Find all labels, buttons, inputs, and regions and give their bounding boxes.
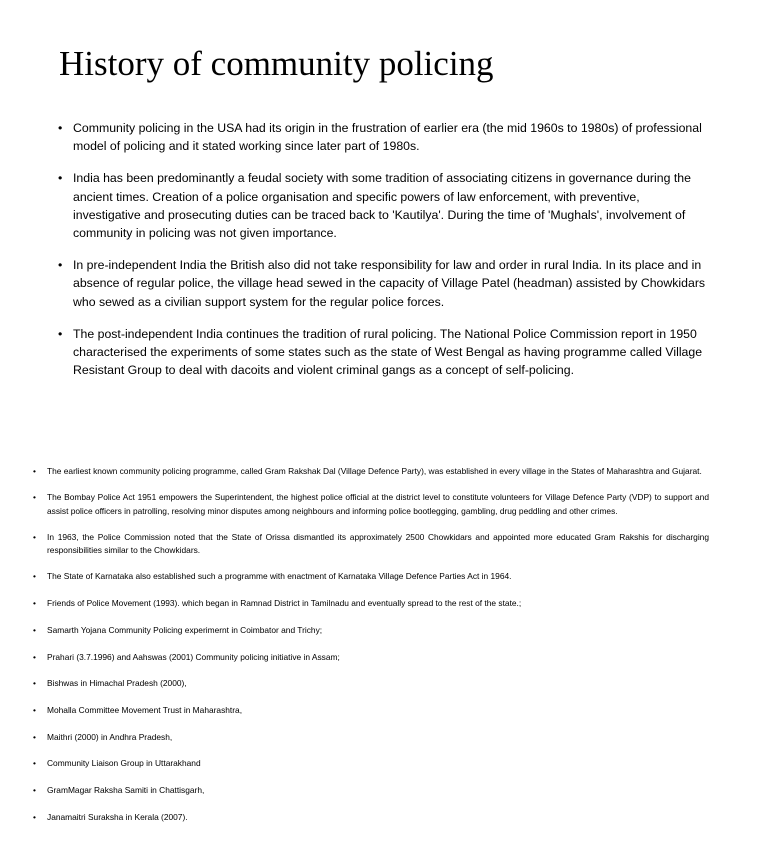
list-item-text: The earliest known community policing programme, called Gram Rakshak Dal (Village Defence Party), was established in every village in the States of Maharashtra and Gujarat. (47, 466, 702, 476)
list-item-text: The post-independent India continues the tradition of rural policing. The National Police Commission report in 1950 characterised the experiments of some states such as the state of West Bengal as having programme called Village Resistant Group to deal with dacoits and violent criminal gangs as a concept of self-policing. (73, 326, 703, 378)
list-item (33, 531, 709, 558)
list-item (33, 491, 709, 518)
list-item-text: The Bombay Police Act 1951 empowers the Superintendent, the highest police official at the district level to constitute volunteers for Village Defence Party (VDP) to support and assist police officers in patrolling, resolving minor disputes among neighbours and informing police bootlegging, gambling, drug peddling and other crimes. (47, 492, 709, 516)
bullet-icon: • (33, 678, 36, 689)
bullet-icon: • (33, 784, 36, 795)
bullet-icon: • (33, 492, 36, 503)
bullet-icon: • (33, 624, 36, 635)
list-item-text: In pre-independent India the British also did not take responsibility for law and order in rural India. In its place and in absence of regular police, the village head sewed in the capacity of Village Patel (headman) assisted by Chowkidars who sewed as a civilian support system for the regular police forces. (73, 258, 706, 309)
bullet-icon: • (58, 171, 63, 186)
bullet-icon: • (33, 598, 36, 609)
list-item-text: The State of Karnataka also established such a programme with enactment of Karnataka Village Defence Parties Act in 1964. (47, 571, 512, 582)
bullet-icon: • (33, 811, 36, 822)
bullet-icon: • (58, 258, 63, 273)
list-item (58, 325, 710, 380)
bullet-icon: • (33, 466, 36, 476)
list-item-text: Samarth Yojana Community Policing experimernt in Coimbator and Trichy; (47, 624, 323, 635)
list-item (33, 731, 709, 744)
list-item-text: Prahari (3.7.1996) and Aahswas (2001) Community policing initiative in Assam; (47, 651, 340, 662)
list-item-text: India has been predominantly a feudal society with some tradition of associating citizens in governance during the ancient times. Creation of a police organisation and specific powers of law enforcement, with preventive, investigative and prosecuting duties can be traced back to 'Kautilya'. During the time of 'Mughals', involvement of community in policing was not given importance. (73, 171, 691, 241)
list-item-text: Friends of Police Movement (1993). which began in Ramnad District in Tamilnadu and eventually spread to the rest of the state.; (47, 598, 522, 609)
bullet-icon: • (33, 651, 36, 662)
list-item (33, 784, 709, 797)
list-item-text: Mohalla Committee Movement Trust in Maharashtra, (47, 704, 243, 715)
list-item-text: Bishwas in Himachal Pradesh (2000), (47, 678, 187, 689)
bullet-icon: • (58, 326, 63, 341)
list-item (33, 624, 709, 637)
list-item (33, 651, 709, 664)
page-title: History of community policing (59, 44, 494, 83)
list-item (33, 465, 709, 478)
list-item-text: Community policing in the USA had its origin in the frustration of earlier era (the mid 1960s to 1980s) of professional model of policing and it stated working since later part of 1980s. (73, 121, 702, 154)
bullet-icon: • (33, 731, 36, 742)
list-item-text: Janamaitri Suraksha in Kerala (2007). (47, 811, 188, 822)
list-item (33, 570, 709, 583)
list-item (33, 757, 709, 770)
bullet-icon: • (33, 704, 36, 715)
list-item (33, 811, 709, 824)
list-item (33, 597, 709, 610)
list-item-text: Maithri (2000) in Andhra Pradesh, (47, 731, 173, 742)
list-item (58, 169, 710, 242)
list-item-text: In 1963, the Police Commission noted that the State of Orissa dismantled its approximately 2500 Chowkidars and appointed more educated Gram Rakshis for discharging responsibilities similar to the Chowkidars. (47, 531, 709, 556)
list-item (58, 119, 710, 155)
list-item (33, 677, 709, 690)
bullet-icon: • (33, 571, 36, 582)
list-item-text: Community Liaison Group in Uttarakhand (47, 758, 201, 769)
bullet-icon: • (33, 758, 36, 769)
top-bullet-list (58, 119, 710, 393)
list-item-text: GramMagar Raksha Samiti in Chattisgarh, (47, 784, 205, 795)
list-item (33, 704, 709, 717)
bullet-icon: • (33, 531, 36, 542)
bullet-icon: • (58, 121, 63, 135)
bottom-bullet-list (33, 465, 709, 837)
list-item (58, 256, 710, 311)
